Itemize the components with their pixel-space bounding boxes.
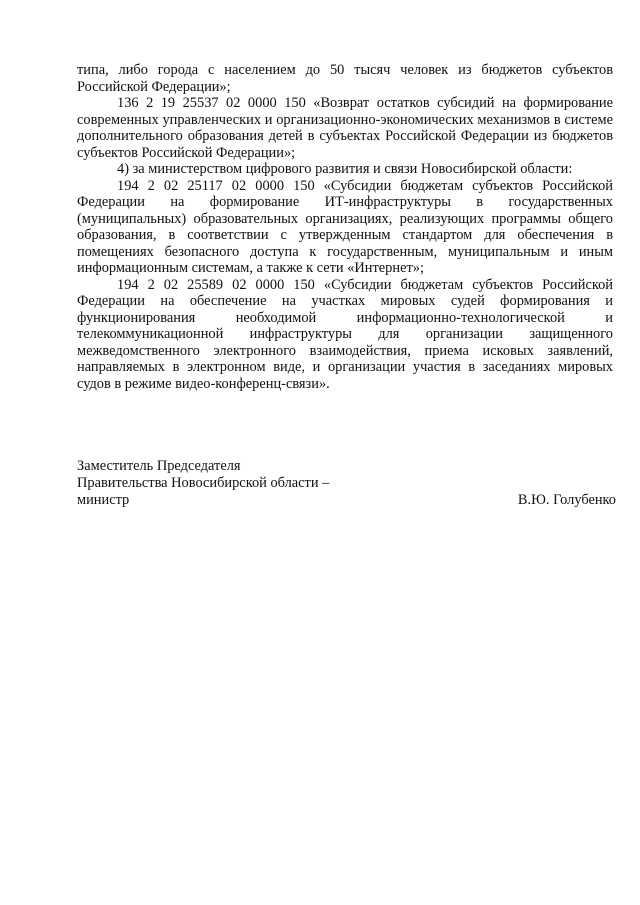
paragraph-continuation: типа, либо города с населением до 50 тысяч человек из бюджетов субъектов Российской Федерации»;: [77, 62, 613, 95]
paragraph-ministry-digital-development: 4) за министерством цифрового развития и связи Новосибирской области:: [117, 161, 573, 177]
signer-row: [77, 492, 616, 509]
document-body: [77, 62, 613, 392]
signer-position-line-2: Правительства Новосибирской области –: [77, 475, 330, 491]
signer-position-line-1: Заместитель Председателя: [77, 458, 241, 474]
signer-position-line-3: министр: [77, 492, 130, 508]
signer-name: В.Ю. Голубенко: [517, 492, 616, 508]
paragraph-code-194-2-02-25589: 194 2 02 25589 02 0000 150 «Субсидии бюджетам субъектов Российской Федерации на обеспечение на участках мировых судей формирования и функционирования необходимой информационно-технологической и телекоммуникационной инфраструктуры для организации защищенного межведомственного электронного взаимодействия, приема исковых заявлений, направляемых в электронном виде, и организации участия в заседаниях мировых судов в режиме видео-конференц-связи».: [77, 276, 613, 392]
paragraph-code-136-2-19-25537: 136 2 19 25537 02 0000 150 «Возврат остатков субсидий на формирование современных управленческих и организационно-экономических механизмов в системе дополнительного образования детей в субъектах Российской Федерации из бюджетов субъектов Российской Федерации»;: [77, 95, 613, 161]
signature-block: [77, 458, 616, 509]
paragraph-code-194-2-02-25117: 194 2 02 25117 02 0000 150 «Субсидии бюджетам субъектов Российской Федерации на формирование ИТ-инфраструктуры в государственных (муниципальных) образовательных организациях, реализующих программы общего образования, в соответствии с утвержденным стандартом для обеспечения в помещениях безопасного доступа к государственным, муниципальным и иным информационным системам, а также к сети «Интернет»;: [77, 177, 613, 276]
